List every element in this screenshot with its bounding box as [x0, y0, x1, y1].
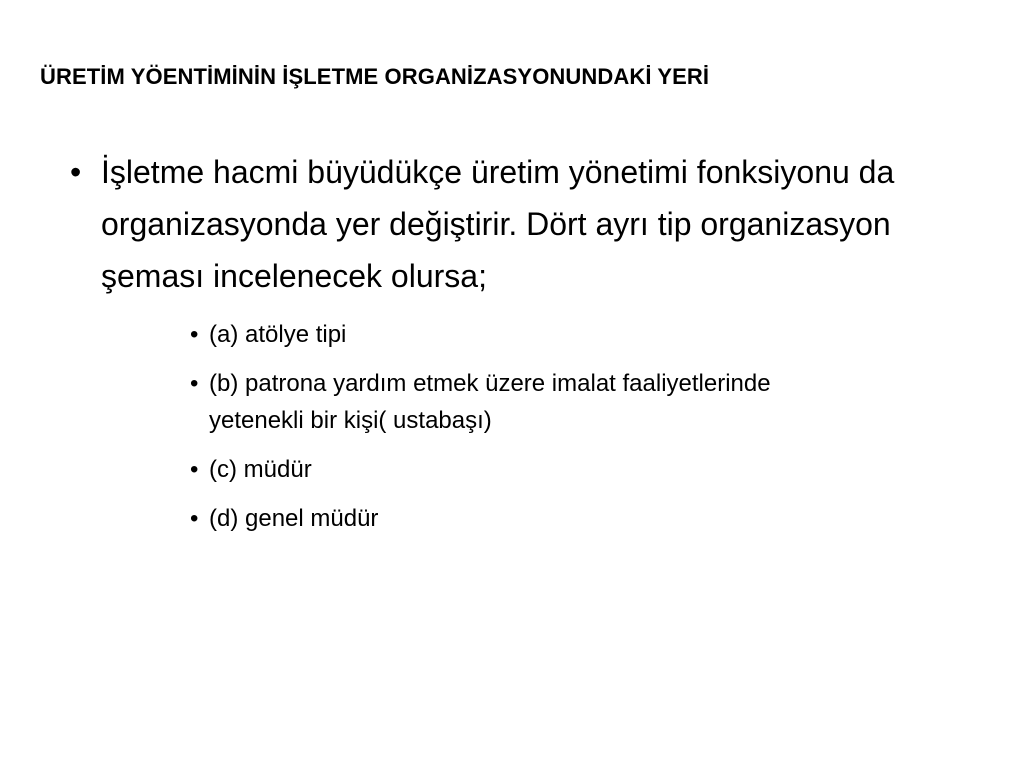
sub-bullet-text: (d) genel müdür	[209, 505, 379, 532]
main-bullet	[70, 146, 970, 302]
bullet-icon: •	[70, 154, 82, 190]
sub-bullet-item	[190, 316, 859, 353]
sub-bullet-text: (c) müdür	[209, 456, 312, 483]
sub-bullet-item	[190, 500, 859, 537]
main-bullet-text: İşletme hacmi büyüdükçe üretim yönetimi fonksiyonu da organizasyonda yer değiştirir. Dört ayrı tip organizasyon şeması incelenecek olursa;	[101, 154, 895, 294]
bullet-icon: •	[190, 456, 199, 483]
sub-bullet-text: (a) atölye tipi	[209, 321, 347, 348]
sub-bullet-item	[190, 451, 859, 488]
bullet-icon: •	[190, 370, 199, 397]
sub-bullet-list	[70, 316, 970, 537]
sub-bullet-item	[190, 365, 859, 439]
bullet-icon: •	[190, 321, 199, 348]
sub-bullet-text: (b) patrona yardım etmek üzere imalat faaliyetlerinde yetenekli bir kişi( ustabaşı)	[209, 370, 771, 434]
slide-content	[70, 146, 970, 549]
slide-title: ÜRETİM YÖENTİMİNİN İŞLETME ORGANİZASYONUNDAKİ YERİ	[40, 64, 710, 89]
bullet-icon: •	[190, 505, 199, 532]
